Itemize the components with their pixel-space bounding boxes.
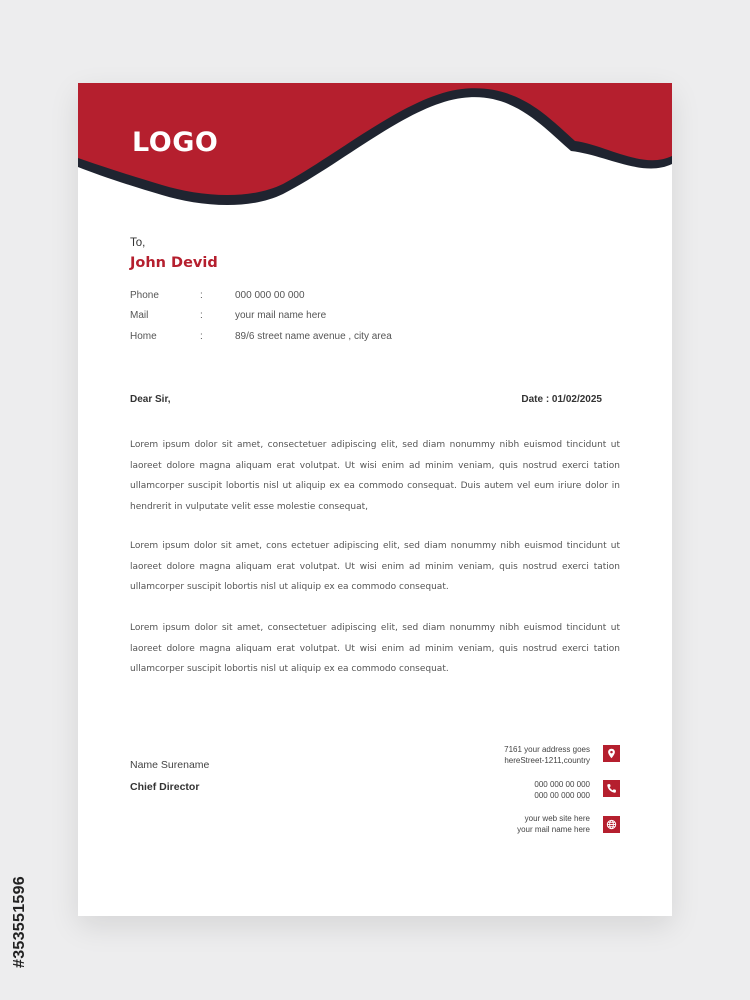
- contact-separator: :: [200, 290, 203, 301]
- globe-icon: [603, 816, 620, 833]
- address-line: hereStreet-1211,country: [504, 756, 590, 765]
- body-paragraph: Lorem ipsum dolor sit amet, consectetuer adipiscing elit, sed diam nonummy nibh euismod tincidunt ut laoreet dolore magna aliquam erat volutpat. Ut wisi enim ad minim veniam, quis nostrud exerci tation ullamcorper suscipit lobortis nisl ut aliquip ex ea commodo consequat.: [130, 623, 620, 674]
- to-label: To,: [130, 237, 146, 249]
- phone-line: 000 000 00 000: [534, 780, 590, 789]
- recipient-name: John Devid: [130, 255, 218, 271]
- salutation: Dear Sir,: [130, 394, 171, 405]
- contact-separator: :: [200, 310, 203, 321]
- phone-info: [390, 779, 590, 801]
- web-line: your web site here: [524, 814, 590, 823]
- contact-value: 000 000 00 000: [235, 290, 305, 301]
- address-line: 7161 your address goes: [504, 745, 590, 754]
- contact-separator: :: [200, 331, 203, 342]
- logo: LOGO: [132, 127, 219, 158]
- phone-line: 000 00 000 000: [534, 791, 590, 800]
- web-line: your mail name here: [517, 825, 590, 834]
- stock-id-text: #353551596: [11, 876, 28, 968]
- web-info: [390, 813, 590, 835]
- letterhead-sheet: [78, 83, 672, 916]
- body-paragraph: Lorem ipsum dolor sit amet, cons ectetuer adipiscing elit, sed diam nonummy nibh euismod tincidunt ut laoreet dolore magna aliquam erat volutpat. Ut wisi enim ad minim veniam, quis nostrud exerci tation ullamcorper suscipit lobortis nisl ut aliquip ex ea commodo consequat.: [130, 541, 620, 592]
- contact-label: Home: [130, 331, 157, 342]
- address-info: [390, 744, 590, 766]
- contact-value: your mail name here: [235, 310, 327, 321]
- signature-name: Name Surename: [130, 759, 210, 771]
- contact-label: Phone: [130, 290, 159, 301]
- body-paragraph: Lorem ipsum dolor sit amet, consectetuer adipiscing elit, sed diam nonummy nibh euismod tincidunt ut laoreet dolore magna aliquam erat volutpat. Ut wisi enim ad minim veniam, quis nostrud exerci tation ullamcorper suscipit lobortis nisl ut aliquip ex ea commodo consequat. Duis autem vel eum iriure dolor in hendrerit in vulputate velit esse molestie consequat,: [130, 440, 620, 512]
- location-pin-icon: [603, 745, 620, 762]
- phone-icon: [603, 780, 620, 797]
- contact-label: Mail: [130, 310, 149, 321]
- signature-title: Chief Director: [130, 781, 200, 793]
- letter-date: Date : 01/02/2025: [521, 394, 602, 405]
- contact-value: 89/6 street name avenue , city area: [235, 331, 392, 342]
